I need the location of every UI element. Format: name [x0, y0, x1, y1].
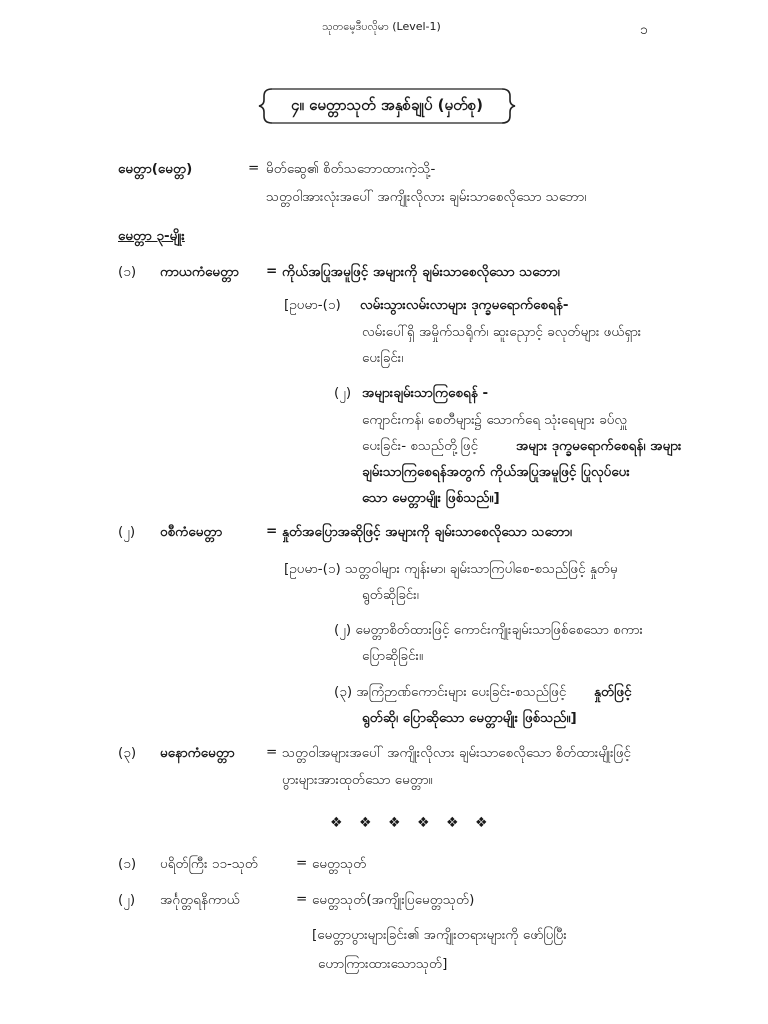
- type1-example1-heading: လမ်းသွားလမ်းလာများ ဒုက္ခမရောက်စေရန်-: [360, 297, 569, 313]
- type1-example1-prefix: [ဥပမာ-(၁): [284, 297, 341, 313]
- title-frame: [258, 86, 516, 126]
- source1-label: ပရိတ်ကြီး ၁၁-သုတ်: [160, 856, 259, 872]
- type1-definition: ကိုယ်အပြုအမူဖြင့် အများကို ချမ်းသာစေလိုသော သဘော၊: [282, 264, 560, 280]
- type1-example1-line2: လမ်းပေါ်ရှိ အမှိုက်သရိုက်၊ ဆူးညှောင့် ခလုတ်များ ဖယ်ရှား: [362, 324, 642, 340]
- running-title: သုတမေ့ဒီပလိုမာ (Level-1): [322, 20, 441, 33]
- source1-number: (၁): [118, 856, 137, 872]
- source1-equals: =: [296, 855, 308, 871]
- type1-example2-number: (၂): [334, 385, 352, 401]
- source2-equals: =: [296, 891, 308, 907]
- type1-example2-line3b: အများ ဒုက္ခမရောက်စေရန်၊ အများ: [516, 438, 682, 454]
- type1-example2-line3a: ပေးခြင်း- စသည်တို့ဖြင့်: [362, 438, 479, 454]
- type2-term: ဝစီကံမေတ္တာ: [160, 524, 223, 540]
- type1-example2-line4: ချမ်းသာကြစေရန်အတွက် ကိုယ်အပြုအမူဖြင့် ပြုလုပ်ပေး: [362, 464, 630, 480]
- type2-example1-line2: ရွတ်ဆိုခြင်း၊: [362, 587, 419, 603]
- type1-number: (၁): [118, 264, 137, 280]
- page-number: ၁: [640, 22, 648, 38]
- source2-value: မေတ္တသုတ်(အကျိုးပြမေတ္တသုတ်): [312, 892, 475, 908]
- type2-equals: =: [266, 523, 278, 539]
- type1-example1-line3: ပေးခြင်း၊: [362, 350, 404, 366]
- source2-label: အင်္ဂုတ္တရနိကာယ်: [160, 892, 240, 908]
- type3-definition-line1: သတ္တဝါအများအပေါ် အကျိုးလိုလား ချမ်းသာစေလိုသော စိတ်ထားမျိုးဖြင့်: [282, 745, 632, 761]
- type2-example2-line2: ပြောဆိုခြင်း။: [362, 648, 424, 664]
- source2-note-line2: ဟောကြားထားသောသုတ်]: [318, 956, 448, 972]
- definition-line-2: သတ္တဝါအားလုံးအပေါ် အကျိုးလိုလား ချမ်းသာစေလိုသော သဘော၊: [266, 189, 587, 205]
- source1-value: မေတ္တသုတ်: [312, 856, 367, 872]
- type3-number: (၃): [118, 745, 137, 761]
- type2-example1-line1: [ဥပမာ-(၁) သတ္တဝါများ ကျန်းမာ၊ ချမ်းသာကြပါစေ-စသည်ဖြင့် နှုတ်မှ: [284, 561, 618, 577]
- definition-equals: =: [248, 160, 260, 176]
- definition-term: မေတ္တာ(မေတ္တ): [118, 161, 193, 177]
- diamond-separator-icon: ❖ ❖ ❖ ❖ ❖ ❖: [330, 815, 494, 831]
- type2-example3-line1a: (၃) အကြံဉာဏ်ကောင်းများ ပေးခြင်း-စသည်ဖြင့်: [334, 684, 567, 700]
- type2-example3-line1b: နှုတ်ဖြင့်: [594, 684, 632, 700]
- type3-definition-line2: ပွားများအားထုတ်သော မေတ္တာ။: [282, 772, 433, 788]
- type2-definition: နှုတ်အပြောအဆိုဖြင့် အများကို ချမ်းသာစေလိုသော သဘော၊: [282, 524, 573, 540]
- type2-number: (၂): [118, 524, 136, 540]
- source2-number: (၂): [118, 892, 136, 908]
- type3-equals: =: [266, 744, 278, 760]
- definition-line-1: မိတ်ဆွေ၏ စိတ်သဘောထားကဲ့သို့-: [266, 161, 436, 177]
- types-heading: မေတ္တာ ၃-မျိုး: [118, 228, 185, 244]
- type1-equals: =: [266, 263, 278, 279]
- source2-note-line1: [မေတ္တာပွားများခြင်း၏ အကျိုးတရားများကို ဖော်ပြပြီး: [312, 927, 567, 943]
- page-title: ၄။ မေတ္တာသုတ် အနှစ်ချုပ် (မှတ်စု): [290, 96, 484, 114]
- type1-example2-heading: အများချမ်းသာကြစေရန် -: [362, 385, 489, 401]
- type1-term: ကာယကံမေတ္တာ: [160, 264, 239, 280]
- type2-example3-line2: ရွတ်ဆို၊ ပြောဆိုသော မေတ္တာမျိုး ဖြစ်သည်။]: [362, 710, 577, 726]
- type1-example2-line2: ကျောင်းကန်၊ စေတီများ၌ သောက်ရေ သုံးရေများ ခပ်လှူ: [362, 412, 628, 428]
- type1-example2-line5: သော မေတ္တာမျိုး ဖြစ်သည်။]: [362, 490, 500, 506]
- type3-term: မနောကံမေတ္တာ: [160, 745, 235, 761]
- type2-example2-line1: (၂) မေတ္တာစိတ်ထားဖြင့် ကောင်းကျိုးချမ်းသာဖြစ်စေသော စကား: [334, 622, 643, 638]
